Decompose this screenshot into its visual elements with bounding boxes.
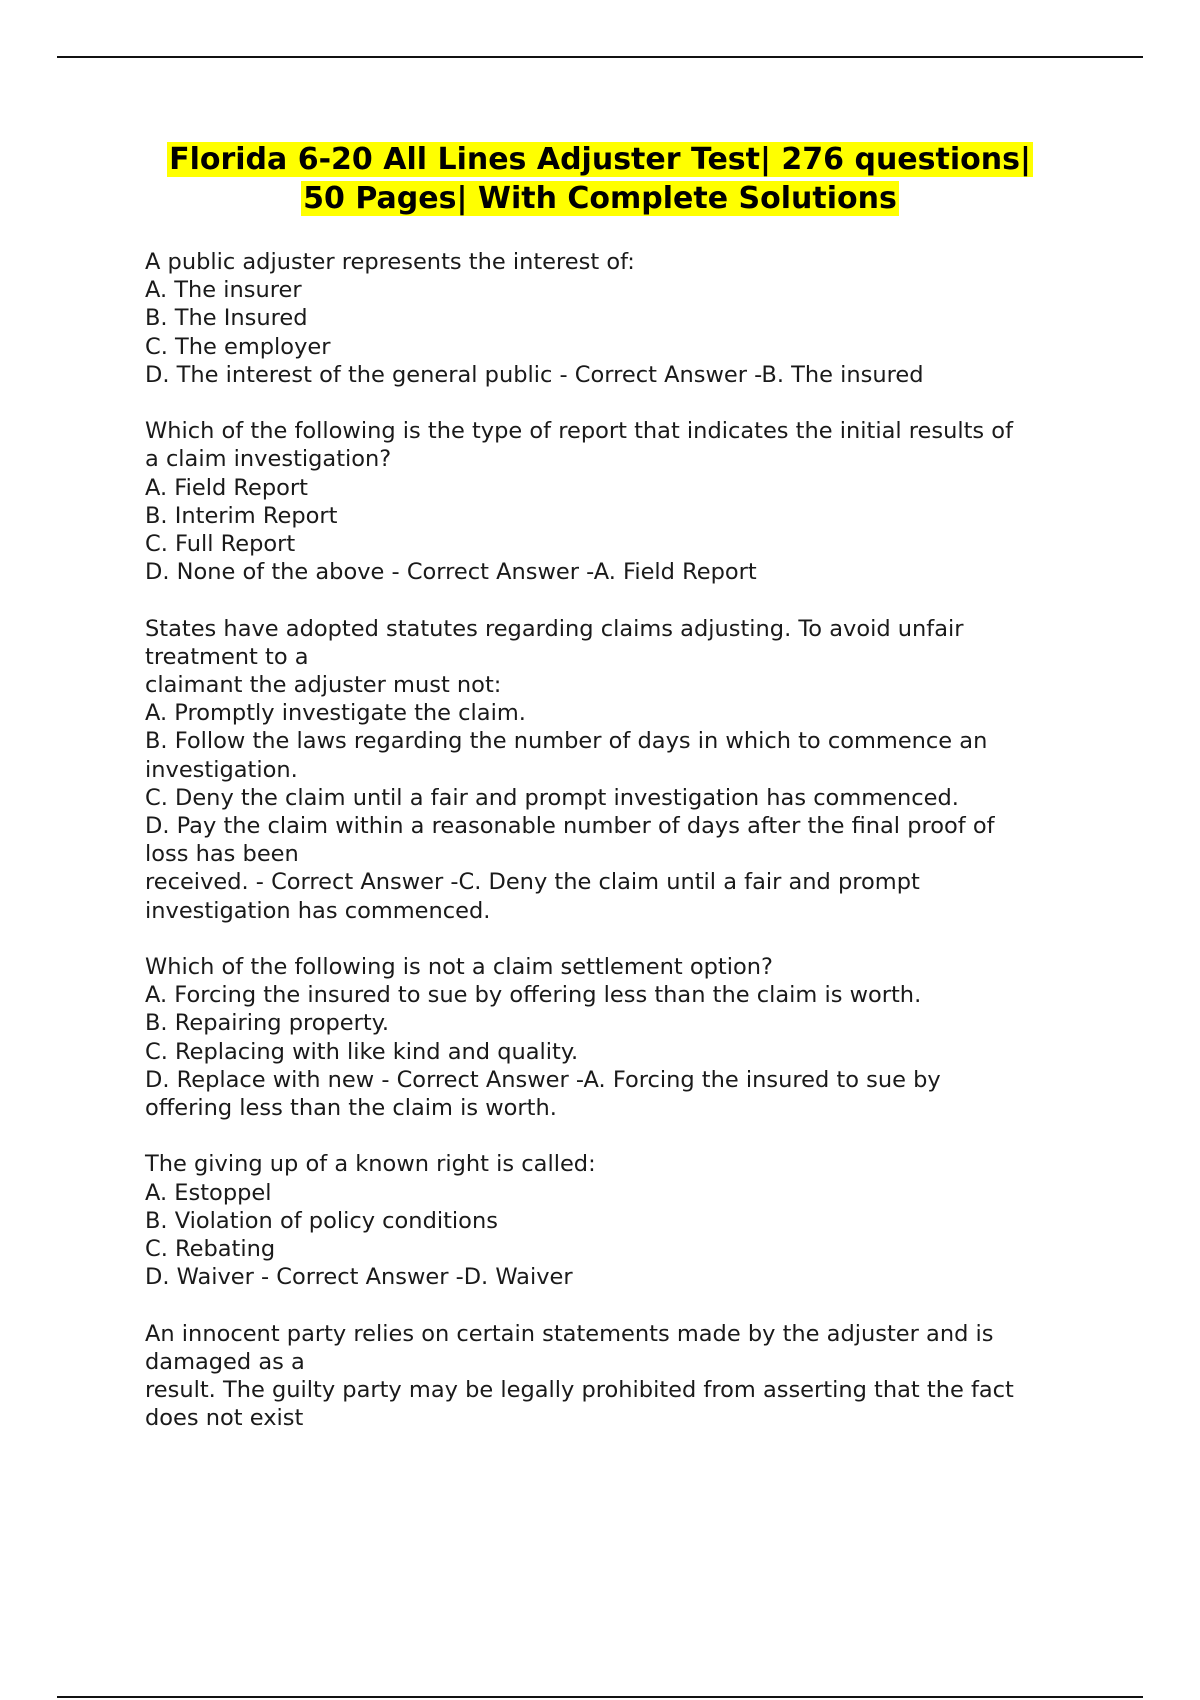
answer-option: A. The insurer: [145, 277, 302, 304]
footer-rule: [57, 1696, 1143, 1698]
question-text: a claim investigation?: [145, 446, 392, 473]
title-line-1: Florida 6-20 All Lines Adjuster Test| 276 questions|: [169, 142, 1031, 177]
answer-option: B. The Insured: [145, 305, 308, 332]
question-block-5: [145, 1150, 1095, 1291]
header-rule: [57, 56, 1143, 58]
answer-option: C. Deny the claim until a fair and prompt investigation has commenced.: [145, 784, 959, 811]
answer-option: A. Forcing the insured to sue by offering less than the claim is worth.: [145, 982, 922, 1009]
answer-option: B. Follow the laws regarding the number of days in which to commence an: [145, 728, 988, 755]
answer-solution: investigation has commenced.: [145, 897, 491, 924]
answer-option: A. Field Report: [145, 474, 308, 501]
answer-option: B. Repairing property.: [145, 1010, 389, 1037]
question-text: The giving up of a known right is called:: [145, 1151, 596, 1178]
answer-option-with-solution: D. Replace with new - Correct Answer -A. Forcing the insured to sue by: [145, 1066, 941, 1093]
answer-option: C. Full Report: [145, 531, 296, 558]
title-line-2: 50 Pages| With Complete Solutions: [303, 181, 897, 216]
answer-option: A. Estoppel: [145, 1179, 272, 1206]
document-body: [145, 248, 1095, 1461]
answer-option-with-solution: D. Waiver - Correct Answer -D. Waiver: [145, 1264, 573, 1291]
answer-option: investigation.: [145, 756, 298, 783]
question-text: treatment to a: [145, 643, 309, 670]
question-text: Which of the following is the type of report that indicates the initial results of: [145, 418, 1013, 445]
answer-option: loss has been: [145, 841, 299, 868]
answer-option-with-solution: D. None of the above - Correct Answer -A. Field Report: [145, 559, 757, 586]
question-text: damaged as a: [145, 1348, 305, 1375]
answer-option: C. Rebating: [145, 1236, 276, 1263]
question-text: Which of the following is not a claim settlement option?: [145, 954, 773, 981]
answer-solution: offering less than the claim is worth.: [145, 1095, 557, 1122]
question-text: A public adjuster represents the interest of:: [145, 249, 635, 275]
answer-option-with-solution: received. - Correct Answer -C. Deny the claim until a fair and prompt: [145, 869, 920, 896]
question-text: States have adopted statutes regarding claims adjusting. To avoid unfair: [145, 615, 964, 642]
answer-option: C. The employer: [145, 333, 331, 360]
answer-option: B. Interim Report: [145, 502, 338, 529]
answer-option: B. Violation of policy conditions: [145, 1207, 498, 1234]
question-text: claimant the adjuster must not:: [145, 672, 502, 699]
question-text: An innocent party relies on certain statements made by the adjuster and is: [145, 1320, 994, 1347]
question-block-2: [145, 417, 1095, 586]
question-block-4: [145, 953, 1095, 1122]
answer-option: A. Promptly investigate the claim.: [145, 700, 526, 727]
answer-option: D. Pay the claim within a reasonable number of days after the final proof of: [145, 813, 995, 840]
document-title: [100, 140, 1100, 218]
question-text: result. The guilty party may be legally prohibited from asserting that the fact: [145, 1377, 1014, 1404]
answer-option: C. Replacing with like kind and quality.: [145, 1038, 579, 1065]
question-text: does not exist: [145, 1405, 304, 1432]
answer-option-with-solution: D. The interest of the general public - Correct Answer -B. The insured: [145, 361, 924, 388]
question-block-6: [145, 1320, 1095, 1433]
question-block-1: [145, 248, 1095, 389]
question-block-3: [145, 615, 1095, 925]
